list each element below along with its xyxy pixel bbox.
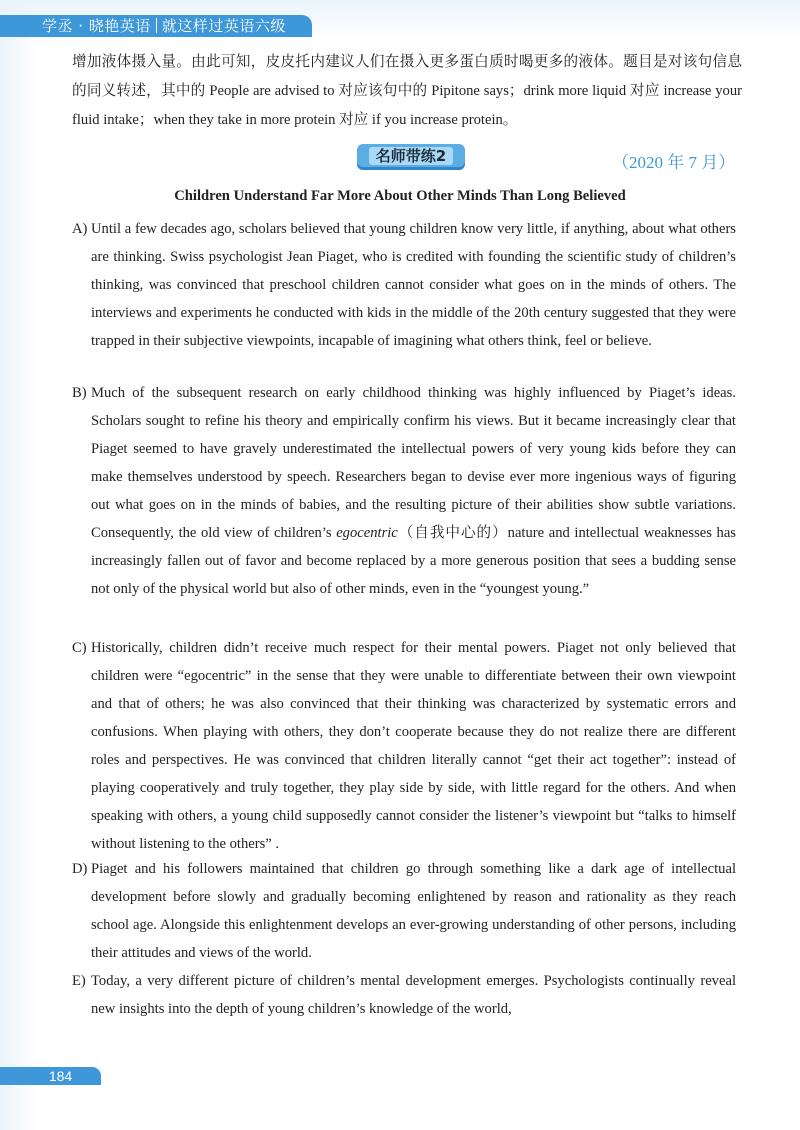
paragraph-text: Today, a very different picture of children’s mental development emerges. Psychologists continually reveal new insights into the depth of young children’s knowledge of the world,	[91, 973, 736, 1017]
paragraph-e	[72, 967, 736, 1023]
page-number: 184	[48, 1068, 73, 1084]
header-divider	[156, 18, 157, 33]
paragraph-c	[72, 634, 736, 858]
paragraph-letter: C)	[72, 640, 87, 656]
paragraph-letter: E)	[72, 973, 86, 989]
section-badge	[357, 144, 465, 170]
paragraph-b	[72, 379, 736, 603]
running-header	[0, 15, 312, 37]
page-edge-tint	[0, 0, 40, 1130]
paragraph-text: Historically, children didn’t receive much respect for their mental powers. Piaget not only believed that children were “egocentric” in the sense that they were unable to differentiate between their own viewpoint and that of others; he was also convinced that their thinking was characterized by systematic errors and confusions. When playing with others, they don’t cooperate because they do not realize there are different roles and perspectives. He was convinced that children literally cannot “get their act together”: instead of playing cooperatively and truly together, they play side by side, with little regard for the others. And when speaking with others, a young child supposedly cannot consider the listener’s viewpoint but “talks to himself without listening to the others” .	[91, 640, 736, 852]
exam-date: （2020 年 7 月）	[612, 153, 736, 172]
paragraph-a	[72, 215, 736, 355]
paragraph-d	[72, 855, 736, 967]
paragraph-letter: A)	[72, 221, 88, 237]
paragraph-text: Until a few decades ago, scholars believed that young children know very little, if anything, about what others are thinking. Swiss psychologist Jean Piaget, who is credited with founding the scientific study of children’s thinking, was convinced that preschool children cannot consider what goes on in the minds of others. The interviews and experiments he conducted with kids in the middle of the 20th century suggested that they were trapped in their subjective viewpoints, incapable of imagining what others think, feel or believe.	[91, 221, 736, 349]
paragraph-text	[91, 379, 736, 603]
paragraph-letter: D)	[72, 861, 88, 877]
intro-explanation: 增加液体摄入量。由此可知，皮皮托内建议人们在摄入更多蛋白质时喝更多的液体。题目是对该句信息的同义转述，其中的 People are advised to 对应该句中的 Pipitone says；drink more liquid 对应 increase your fluid intake；when they take in more protein 对应 if you increase protein。	[72, 54, 742, 128]
passage-title: Children Understand Far More About Other Minds Than Long Believed	[174, 188, 626, 204]
paragraph-text-after: nature and intellectual weaknesses has increasingly fallen out of favor and become replaced by a more generous position that sees a budding sense not only of the physical world but also of other minds, even in the “youngest young.”	[91, 525, 736, 597]
book-title: 就这样过英语六级	[161, 17, 286, 35]
term-gloss: （自我中心的）	[397, 525, 508, 541]
page-number-tab	[0, 1067, 101, 1085]
glossed-term: egocentric	[336, 525, 398, 541]
paragraph-text-before: Much of the subsequent research on early childhood thinking was highly influenced by Piaget’s ideas. Scholars sought to refine his theory and empirically confirm his views. But it became increasingly clear that Piaget seemed to have gravely underestimated the intellectual powers of very young kids before they can make themselves understood by speech. Researchers began to devise ever more ingenious ways of figuring out what goes on in the minds of babies, and the resulting picture of their abilities show subtle variations. Consequently, the old view of children’s	[91, 385, 736, 541]
badge-label: 名师带练2	[375, 147, 447, 165]
series-name: 学丞 · 晓艳英语	[42, 17, 151, 35]
paragraph-letter: B)	[72, 385, 87, 401]
paragraph-text: Piaget and his followers maintained that children go through something like a dark age of intellectual development before slowly and gradually becoming enlightened by reason and rationality as they reach school age. Alongside this enlightenment develops an ever-growing understanding of other persons, including their attitudes and views of the world.	[91, 861, 736, 961]
